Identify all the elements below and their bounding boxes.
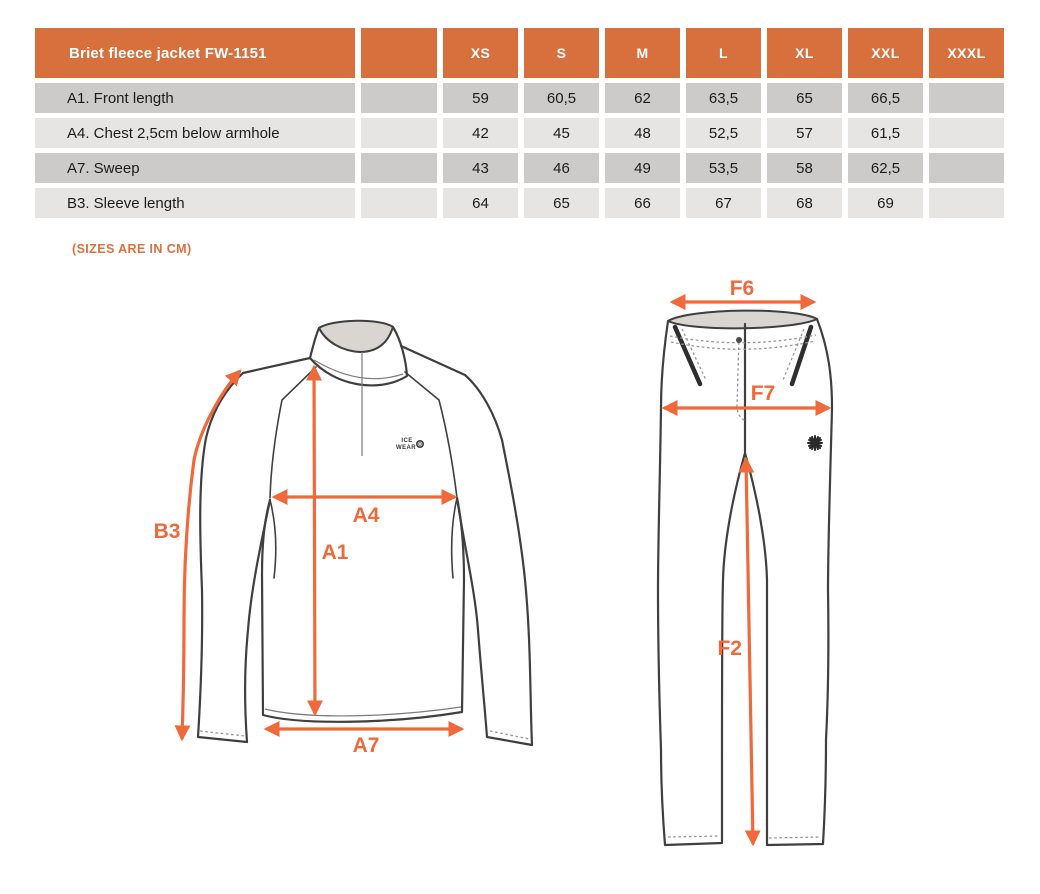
jacket-measurement-diagram	[140, 290, 600, 770]
product-title: Briet fleece jacket FW-1151	[35, 28, 355, 78]
spacer-cell	[361, 153, 437, 183]
size-value-cell: 69	[848, 188, 923, 218]
size-value-cell: 62	[605, 83, 680, 113]
size-value-cell	[929, 153, 1004, 183]
size-column-header-xl: XL	[767, 28, 842, 78]
b3-arrow	[182, 371, 240, 739]
size-value-cell: 59	[443, 83, 518, 113]
table-row	[35, 153, 1004, 183]
size-value-cell: 68	[767, 188, 842, 218]
a1-arrow	[314, 367, 315, 714]
spacer-cell	[361, 188, 437, 218]
size-value-cell: 62,5	[848, 153, 923, 183]
size-value-cell: 58	[767, 153, 842, 183]
pants-drawing	[658, 311, 832, 845]
size-value-cell: 67	[686, 188, 761, 218]
waist-button	[736, 337, 742, 343]
size-value-cell: 65	[767, 83, 842, 113]
size-value-cell: 49	[605, 153, 680, 183]
table-row	[35, 118, 1004, 148]
size-column-header-xxl: XXL	[848, 28, 923, 78]
size-column-header-m: M	[605, 28, 680, 78]
size-value-cell: 61,5	[848, 118, 923, 148]
size-value-cell: 43	[443, 153, 518, 183]
size-value-cell: 65	[524, 188, 599, 218]
size-value-cell: 46	[524, 153, 599, 183]
spacer-cell	[361, 118, 437, 148]
icewear-logo	[396, 438, 424, 451]
snowflake-logo-icon	[808, 436, 822, 450]
size-value-cell: 66	[605, 188, 680, 218]
size-value-cell	[929, 188, 1004, 218]
a4-label: A4	[352, 504, 380, 527]
b3-label: B3	[153, 520, 181, 543]
spacer-header-cell	[361, 28, 437, 78]
size-column-header-s: S	[524, 28, 599, 78]
f2-label: F2	[717, 637, 742, 660]
spacer-cell	[361, 83, 437, 113]
table-row	[35, 83, 1004, 113]
size-column-header-xs: XS	[443, 28, 518, 78]
size-value-cell: 53,5	[686, 153, 761, 183]
measurement-label: A1. Front length	[35, 83, 355, 113]
size-value-cell: 42	[443, 118, 518, 148]
logo-text-1: ICE	[401, 438, 413, 444]
pants-measurements	[664, 280, 829, 844]
size-value-cell	[929, 118, 1004, 148]
f6-label: F6	[729, 280, 755, 300]
size-value-cell: 57	[767, 118, 842, 148]
measurement-label: B3. Sleeve length	[35, 188, 355, 218]
size-value-cell	[929, 83, 1004, 113]
size-value-cell: 52,5	[686, 118, 761, 148]
logo-text-2: WEAR	[396, 445, 416, 451]
size-value-cell: 66,5	[848, 83, 923, 113]
left-pocket-opening	[675, 327, 700, 384]
size-value-cell: 63,5	[686, 83, 761, 113]
size-column-header-xxxl: XXXL	[929, 28, 1004, 78]
size-value-cell: 60,5	[524, 83, 599, 113]
f2-arrow	[746, 459, 753, 844]
measurement-label: A4. Chest 2,5cm below armhole	[35, 118, 355, 148]
a1-label: A1	[321, 541, 349, 564]
size-value-cell: 48	[605, 118, 680, 148]
jacket-drawing	[198, 321, 532, 745]
table-header-row	[35, 28, 1004, 78]
size-column-header-l: L	[686, 28, 761, 78]
units-note: (SIZES ARE IN CM)	[72, 242, 192, 256]
size-chart	[29, 23, 1010, 223]
measurement-label: A7. Sweep	[35, 153, 355, 183]
table-row	[35, 188, 1004, 218]
size-chart-table	[29, 23, 1010, 223]
pants-measurement-diagram	[620, 280, 920, 880]
a7-label: A7	[352, 734, 380, 757]
size-value-cell: 45	[524, 118, 599, 148]
size-value-cell: 64	[443, 188, 518, 218]
f7-label: F7	[750, 382, 776, 405]
